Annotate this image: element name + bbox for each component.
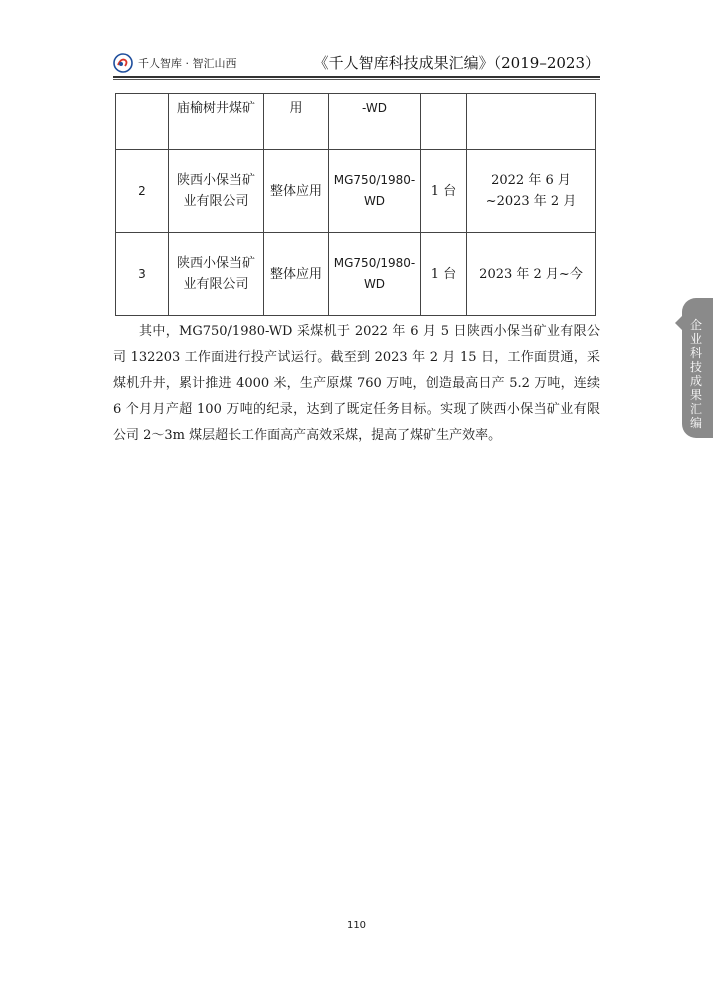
model-cell: MG750/1980-WD bbox=[329, 150, 421, 233]
table-row bbox=[116, 94, 596, 150]
date-cell: 2022 年 6 月~2023 年 2 月 bbox=[467, 150, 596, 233]
unit-cell: 陕西小保当矿业有限公司 bbox=[169, 150, 264, 233]
model-cell: MG750/1980-WD bbox=[329, 233, 421, 316]
header-divider bbox=[113, 76, 600, 78]
logo-icon bbox=[113, 53, 133, 73]
usage-cell: 用 bbox=[264, 94, 329, 150]
org-name: 千人智库 · 智汇山西 bbox=[138, 57, 237, 70]
table-row bbox=[116, 150, 596, 233]
book-title: 《千人智库科技成果汇编》（2019–2023） bbox=[313, 54, 600, 72]
row-number bbox=[116, 94, 169, 150]
row-number: 3 bbox=[116, 233, 169, 316]
application-table bbox=[115, 93, 596, 316]
unit-cell: 庙榆树井煤矿 bbox=[169, 94, 264, 150]
quantity-cell: 1 台 bbox=[421, 150, 467, 233]
side-tab-notch bbox=[675, 316, 682, 330]
quantity-cell bbox=[421, 94, 467, 150]
usage-cell: 整体应用 bbox=[264, 150, 329, 233]
quantity-cell: 1 台 bbox=[421, 233, 467, 316]
page-number: 110 bbox=[346, 920, 367, 931]
table-row bbox=[116, 233, 596, 316]
unit-cell: 陕西小保当矿业有限公司 bbox=[169, 233, 264, 316]
row-number: 2 bbox=[116, 150, 169, 233]
date-cell bbox=[467, 94, 596, 150]
side-tab-label: 企业科技成果汇编 bbox=[689, 318, 702, 430]
usage-cell: 整体应用 bbox=[264, 233, 329, 316]
model-cell: -WD bbox=[329, 94, 421, 150]
date-cell: 2023 年 2 月~今 bbox=[467, 233, 596, 316]
header-divider-thin bbox=[113, 79, 600, 80]
body-paragraph: 其中，MG750/1980-WD 采煤机于 2022 年 6 月 5 日陕西小保当矿业有限公司 132203 工作面进行投产试运行。截至到 2023 年 2 月 15 日，工作面贯通，采煤机升井，累计推进 4000 米，生产原煤 760 万吨，创造最高日产 5.2 万吨，连续 6 个月月产超 100 万吨的纪录，达到了既定任务目标。实现了陕西小保当矿业有限公司 2～3m 煤层超长工作面高产高效采煤，提高了煤矿生产效率。 bbox=[113, 324, 600, 443]
page-header bbox=[113, 50, 600, 76]
